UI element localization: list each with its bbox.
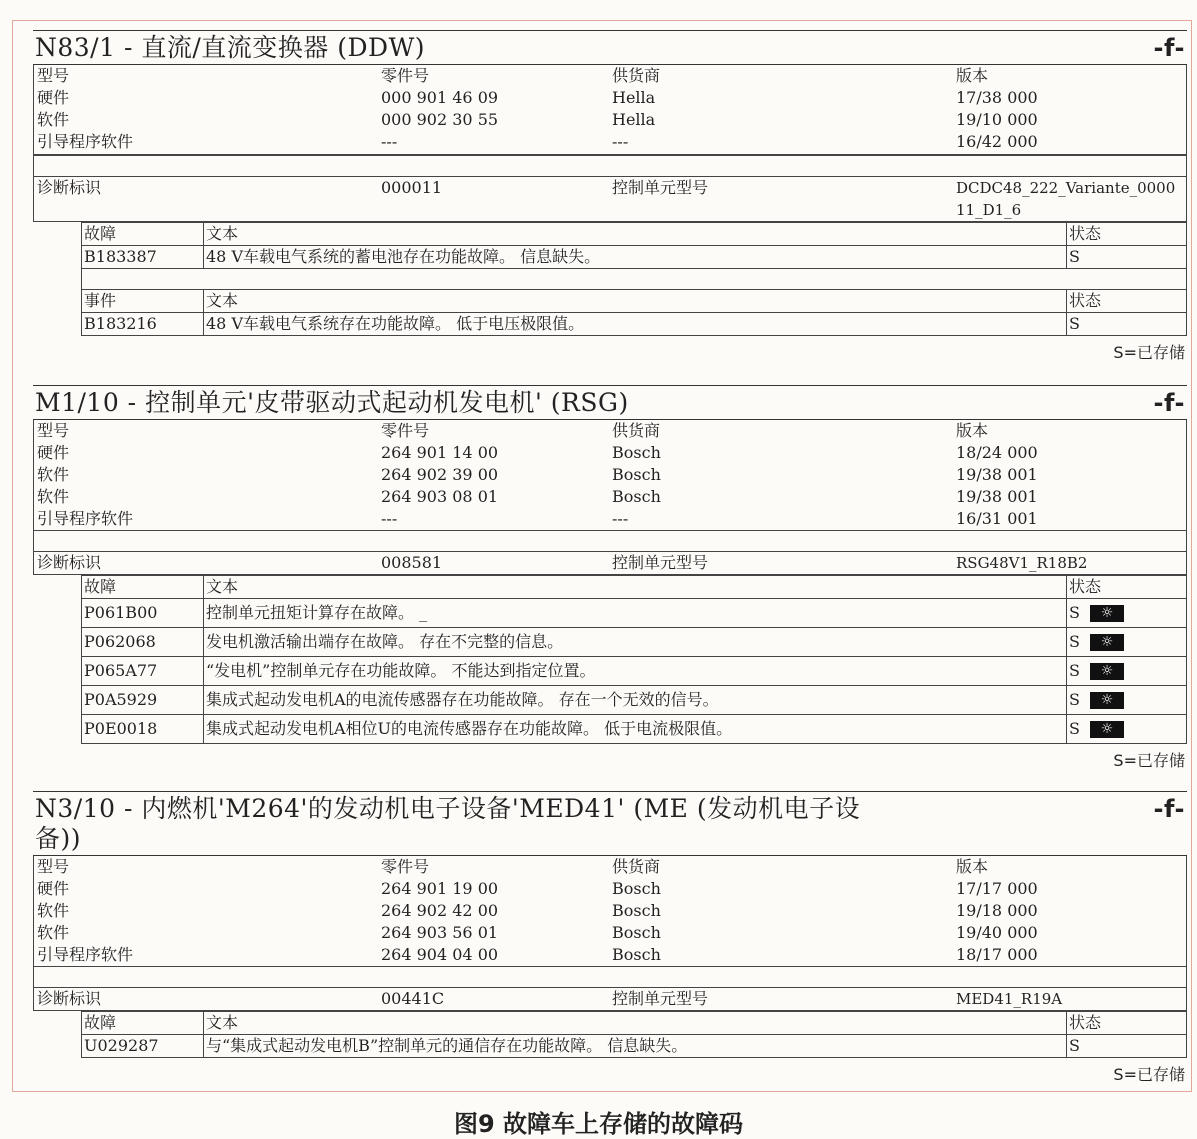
supplier: Bosch [612,901,661,920]
info-row [34,442,1186,464]
section-title-text: N83/1 - 直流/直流变换器 (DDW) [35,33,426,62]
version-info-table [33,65,1187,156]
supplier: Hella [612,110,656,129]
ecu-variant-value: MED41_R19A [956,990,1063,1008]
part-number: 264 902 42 00 [381,901,499,920]
event-header: 事件 [82,290,204,313]
row-label: 软件 [37,923,70,942]
text-header: 文本 [204,223,1067,246]
table-row [82,599,1187,628]
info-row [34,87,1186,109]
fault-text: 集成式起动发电机A相位U的电流传感器存在功能故障。 低于电流极限值。 [204,715,1067,744]
ecu-variant-value: DCDC48_222_Variante_0000 [956,179,1176,197]
f-logo-icon: -f- [1153,795,1185,823]
section-m1-10 [33,385,1187,771]
info-header-row [34,420,1186,442]
status-header: 状态 [1067,290,1187,313]
supplier: Bosch [612,879,661,898]
part-number: --- [381,132,398,151]
info-header-row [34,856,1186,878]
status-header: 状态 [1067,576,1187,599]
version-header: 版本 [956,66,989,85]
part-number: 264 901 19 00 [381,879,499,898]
diag-id-value: 008581 [381,553,443,572]
part-number: 264 902 39 00 [381,465,499,484]
version: 16/31 001 [956,509,1038,528]
part-number: --- [381,509,398,528]
supplier: Bosch [612,945,661,964]
fault-text: 控制单元扭矩计算存在故障。 _ [204,599,1067,628]
fault-status: S [1069,603,1080,622]
ecu-variant-value-cont: 11_D1_6 [956,201,1022,219]
section-title-line2: 备)) [35,824,82,853]
fault-header-row [82,1012,1187,1035]
supplier: Bosch [612,465,661,484]
fault-text: “发电机”控制单元存在功能故障。 不能达到指定位置。 [204,657,1067,686]
supplier-header: 供货商 [612,421,661,440]
row-label: 硬件 [37,88,70,107]
info-header-row [34,65,1186,87]
sun-icon: ☼ [1090,634,1124,651]
figure-caption: 图9 故障车上存储的故障码 [453,1110,744,1138]
supplier: Bosch [612,487,661,506]
fault-status-cell [1067,628,1187,657]
version: 19/40 000 [956,923,1038,942]
version-header: 版本 [956,857,989,876]
diag-id-value: 000011 [381,178,443,197]
stored-note: S=已存储 [1113,751,1185,770]
version: 17/17 000 [956,879,1038,898]
fault-status-cell [1067,686,1187,715]
part-no-header: 零件号 [381,66,430,85]
fault-code: B183387 [82,246,204,269]
row-label: 硬件 [37,443,70,462]
fault-status-cell [1067,599,1187,628]
part-number: 264 901 14 00 [381,443,499,462]
sun-icon: ☼ [1090,605,1124,622]
table-row [82,715,1187,744]
part-number: 264 904 04 00 [381,945,499,964]
row-label: 硬件 [37,879,70,898]
section-title [33,385,1187,420]
fault-status: S [1069,661,1080,680]
row-label: 软件 [37,110,70,129]
event-code: B183216 [82,313,204,336]
ecu-variant-label: 控制单元型号 [612,989,709,1008]
type-header: 型号 [37,421,70,440]
supplier: Bosch [612,443,661,462]
diag-row-cont [34,199,1186,221]
fault-header: 故障 [82,223,204,246]
diag-id-value: 00441C [381,989,445,1008]
fault-header-row [82,576,1187,599]
supplier: Hella [612,88,656,107]
diag-id-label: 诊断标识 [37,178,102,197]
info-row [34,486,1186,508]
version: 19/38 001 [956,487,1038,506]
sun-icon: ☼ [1090,663,1124,680]
diag-row [34,552,1186,574]
fault-header-row [82,223,1187,246]
fault-code: P065A77 [82,657,204,686]
row-label: 引导程序软件 [37,132,134,151]
fault-header: 故障 [82,576,204,599]
diag-row [34,177,1186,199]
event-text: 48 V车载电气系统存在功能故障。 低于电压极限值。 [204,313,1067,336]
info-row [34,464,1186,486]
section-title-text: M1/10 - 控制单元'皮带驱动式起动机发电机' (RSG) [35,388,629,417]
sun-icon: ☼ [1090,692,1124,709]
stored-note: S=已存储 [1113,343,1185,362]
fault-code: P0A5929 [82,686,204,715]
section-title [33,791,1187,856]
version: 16/42 000 [956,132,1038,151]
fault-text: 与“集成式起动发电机B”控制单元的通信存在功能故障。 信息缺失。 [204,1035,1067,1058]
text-header: 文本 [204,1012,1067,1035]
info-row [34,131,1186,153]
fault-status: S [1069,690,1080,709]
version-info-table [33,420,1187,531]
row-label: 引导程序软件 [37,945,134,964]
fault-status-cell [1067,715,1187,744]
supplier: --- [612,509,629,528]
type-header: 型号 [37,66,70,85]
part-number: 264 903 56 01 [381,923,499,942]
diag-id-label: 诊断标识 [37,989,102,1008]
info-row [34,922,1186,944]
sun-icon: ☼ [1090,721,1124,738]
ecu-variant-value: RSG48V1_R18B2 [956,554,1088,572]
ecu-variant-label: 控制单元型号 [612,178,709,197]
part-number: 000 902 30 55 [381,110,499,129]
fault-text: 发电机激活输出端存在故障。 存在不完整的信息。 [204,628,1067,657]
version: 18/17 000 [956,945,1038,964]
table-row [82,246,1187,269]
info-row [34,508,1186,530]
event-status: S [1067,313,1187,336]
section-title-line1: N3/10 - 内燃机'M264'的发动机电子设备'MED41' (ME (发动机电子设 [35,794,861,823]
row-label: 软件 [37,465,70,484]
supplier: --- [612,132,629,151]
section-title [33,30,1187,65]
text-header: 文本 [204,576,1067,599]
fault-code: P0E0018 [82,715,204,744]
fault-table [81,222,1187,336]
table-row [82,657,1187,686]
version: 19/10 000 [956,110,1038,129]
info-row [34,109,1186,131]
supplier: Bosch [612,923,661,942]
fault-text: 集成式起动发电机A的电流传感器存在功能故障。 存在一个无效的信号。 [204,686,1067,715]
fault-text: 48 V车载电气系统的蓄电池存在功能故障。 信息缺失。 [204,246,1067,269]
f-logo-icon: -f- [1153,34,1185,62]
diag-id-label: 诊断标识 [37,553,102,572]
version: 17/38 000 [956,88,1038,107]
version-header: 版本 [956,421,989,440]
diagnosis-block [33,176,1187,222]
fault-code: P062068 [82,628,204,657]
ecu-variant-label: 控制单元型号 [612,553,709,572]
fault-status: S [1069,719,1080,738]
status-header: 状态 [1067,1012,1187,1035]
section-n83-1 [33,30,1187,363]
row-label: 软件 [37,901,70,920]
part-no-header: 零件号 [381,421,430,440]
fault-table [81,1011,1187,1058]
part-number: 000 901 46 09 [381,88,499,107]
fault-status: S [1067,1035,1187,1058]
diagnosis-block [33,987,1187,1011]
info-row [34,878,1186,900]
stored-note: S=已存储 [1113,1065,1185,1084]
fault-table [81,575,1187,744]
fault-status: S [1067,246,1187,269]
fault-code: U029287 [82,1035,204,1058]
diag-row [34,988,1186,1010]
part-no-header: 零件号 [381,857,430,876]
diagnosis-block [33,551,1187,575]
status-header: 状态 [1067,223,1187,246]
text-header: 文本 [204,290,1067,313]
row-label: 引导程序软件 [37,509,134,528]
fault-header: 故障 [82,1012,204,1035]
version: 19/18 000 [956,901,1038,920]
type-header: 型号 [37,857,70,876]
table-row [82,686,1187,715]
table-row [82,313,1187,336]
f-logo-icon: -f- [1153,389,1185,417]
fault-code: P061B00 [82,599,204,628]
part-number: 264 903 08 01 [381,487,499,506]
table-row [82,1035,1187,1058]
version: 18/24 000 [956,443,1038,462]
fault-status: S [1069,632,1080,651]
version-info-table [33,856,1187,967]
info-row [34,900,1186,922]
fault-status-cell [1067,657,1187,686]
event-header-row [82,290,1187,313]
row-label: 软件 [37,487,70,506]
section-n3-10 [33,791,1187,1085]
version: 19/38 001 [956,465,1038,484]
table-row [82,628,1187,657]
info-row [34,944,1186,966]
supplier-header: 供货商 [612,66,661,85]
supplier-header: 供货商 [612,857,661,876]
